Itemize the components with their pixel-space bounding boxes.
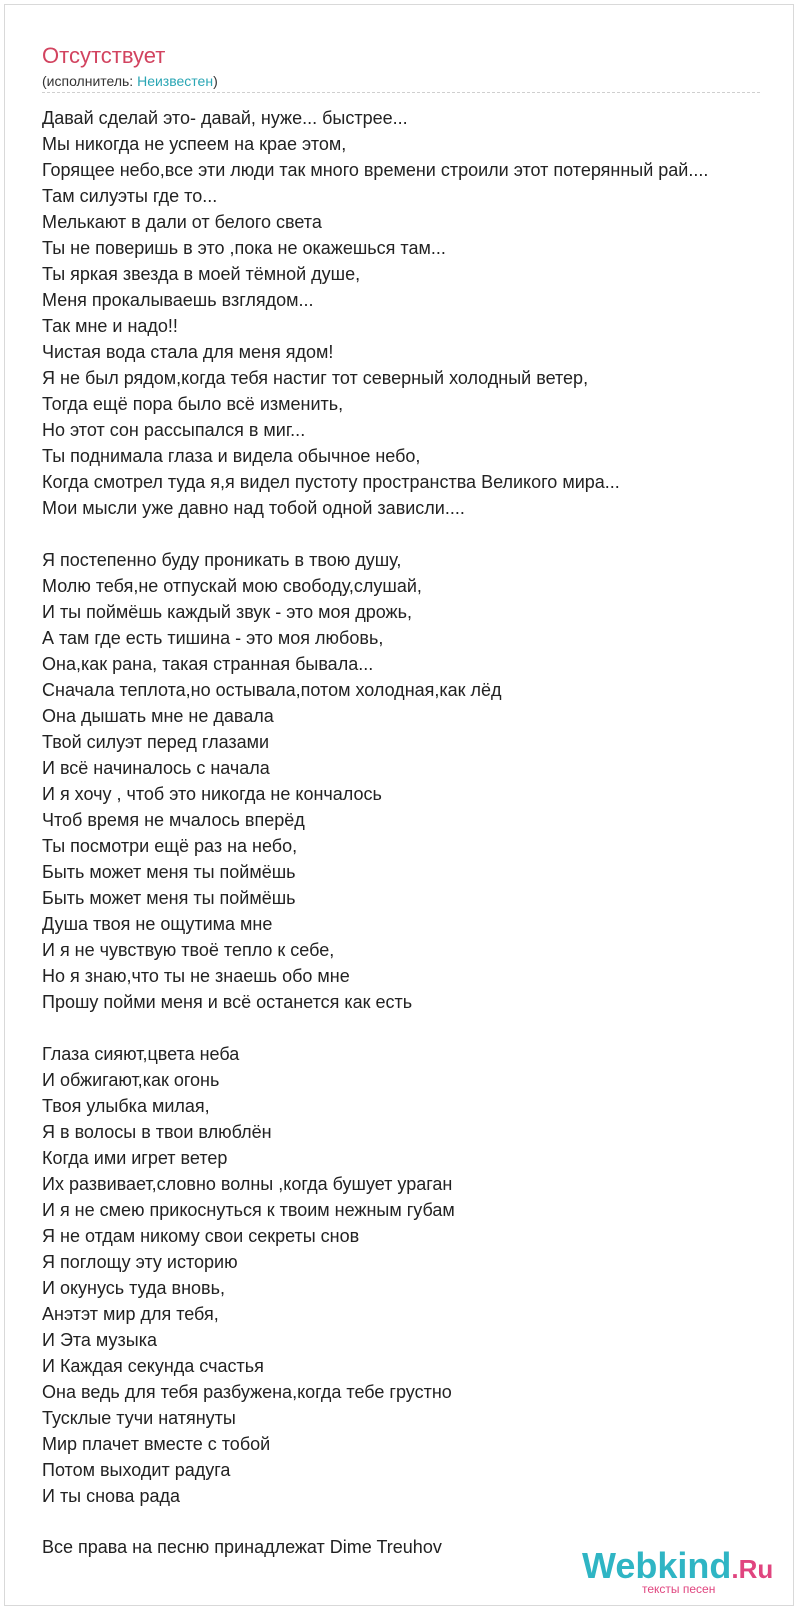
- lyric-line: Быть может меня ты поймёшь: [42, 888, 296, 908]
- lyric-line: Она дышать мне не давала: [42, 706, 274, 726]
- artist-link[interactable]: Неизвестен: [137, 73, 214, 89]
- lyric-line: Меня прокалываешь взглядом...: [42, 290, 314, 310]
- artist-prefix: (исполнитель:: [42, 73, 138, 89]
- lyric-line: Быть может меня ты поймёшь: [42, 862, 296, 882]
- logo-main-text: Webkind: [582, 1545, 732, 1586]
- lyric-line: Тогда ещё пора было всё изменить,: [42, 394, 344, 414]
- lyric-line: Твоя улыбка милая,: [42, 1096, 210, 1116]
- lyric-line: И Эта музыка: [42, 1330, 157, 1350]
- lyric-line: Потом выходит радуга: [42, 1460, 231, 1480]
- lyrics-stanza: [42, 547, 800, 1015]
- lyric-line: Но этот сон рассыпался в миг...: [42, 420, 306, 440]
- lyric-line: И я не смею прикоснуться к твоим нежным губам: [42, 1200, 455, 1220]
- lyric-line: Она ведь для тебя разбужена,когда тебе грустно: [42, 1382, 452, 1402]
- lyric-line: Их развивает,словно волны ,когда бушует ураган: [42, 1174, 453, 1194]
- lyric-line: Она,как рана, такая странная бывала...: [42, 654, 374, 674]
- lyric-line: Когда ими игрет ветер: [42, 1148, 228, 1168]
- lyric-line: Мир плачет вместе с тобой: [42, 1434, 271, 1454]
- lyric-line: И обжигают,как огонь: [42, 1070, 220, 1090]
- lyric-line: И окунусь туда вновь,: [42, 1278, 225, 1298]
- lyric-line: Но я знаю,что ты не знаешь обо мне: [42, 966, 350, 986]
- lyric-line: Горящее небо,все эти люди так много времени строили этот потерянный рай....: [42, 160, 709, 180]
- lyric-line: Я поглощу эту историю: [42, 1252, 238, 1272]
- lyric-line: И я не чувствую твоё тепло к себе,: [42, 940, 335, 960]
- lyric-line: Душа твоя не ощутима мне: [42, 914, 273, 934]
- lyric-line: А там где есть тишина - это моя любовь,: [42, 628, 384, 648]
- lyric-line: Там силуэты где то...: [42, 186, 218, 206]
- lyric-line: Прошу пойми меня и всё останется как есть: [42, 992, 413, 1012]
- artist-suffix: ): [213, 73, 218, 89]
- header-divider: [42, 92, 760, 93]
- lyric-line: Я не был рядом,когда тебя настиг тот северный холодный ветер,: [42, 368, 589, 388]
- lyric-line: Я постепенно буду проникать в твою душу,: [42, 550, 402, 570]
- lyrics-stanza: [42, 105, 800, 521]
- lyric-line: Так мне и надо!!: [42, 316, 178, 336]
- lyric-line: И Каждая секунда счастья: [42, 1356, 264, 1376]
- lyric-line: Я в волосы в твои влюблён: [42, 1122, 272, 1142]
- lyric-line: Чистая вода стала для меня ядом!: [42, 342, 334, 362]
- lyrics-stanza: [42, 1041, 800, 1509]
- lyric-line: Сначала теплота,но остывала,потом холодная,как лёд: [42, 680, 502, 700]
- lyric-line: Чтоб время не мчалось вперёд: [42, 810, 305, 830]
- lyric-line: Я не отдам никому свои секреты снов: [42, 1226, 360, 1246]
- lyric-line: Тусклые тучи натянуты: [42, 1408, 236, 1428]
- lyric-line: Ты посмотри ещё раз на небо,: [42, 836, 298, 856]
- lyric-line: Мои мысли уже давно над тобой одной зависли....: [42, 498, 465, 518]
- lyric-line: И я хочу , чтоб это никогда не кончалось: [42, 784, 382, 804]
- lyric-line: Когда смотрел туда я,я видел пустоту пространства Великого мира...: [42, 472, 620, 492]
- song-title: Отсутствует: [42, 43, 166, 68]
- lyric-line: И ты снова рада: [42, 1486, 180, 1506]
- site-logo[interactable]: [582, 1546, 782, 1600]
- lyric-line: Ты не поверишь в это ,пока не окажешься там...: [42, 238, 446, 258]
- lyric-line: И всё начиналось с начала: [42, 758, 270, 778]
- lyric-line: Мы никогда не успеем на крае этом,: [42, 134, 347, 154]
- lyrics-body: [42, 105, 800, 1535]
- lyric-line: Ты поднимала глаза и видела обычное небо,: [42, 446, 421, 466]
- artist-line: [42, 72, 218, 90]
- rights-notice: Все права на песню принадлежат Dime Treuhov: [42, 1537, 442, 1557]
- lyric-line: Твой силуэт перед глазами: [42, 732, 270, 752]
- lyric-line: Давай сделай это- давай, нуже... быстрее...: [42, 108, 408, 128]
- lyric-line: Молю тебя,не отпускай мою свободу,слушай,: [42, 576, 422, 596]
- lyric-line: Ты яркая звезда в моей тёмной душе,: [42, 264, 361, 284]
- lyric-line: Глаза сияют,цвета неба: [42, 1044, 240, 1064]
- logo-tld: .Ru: [731, 1554, 774, 1584]
- lyric-line: Анэтэт мир для тебя,: [42, 1304, 219, 1324]
- lyric-line: И ты поймёшь каждый звук - это моя дрожь,: [42, 602, 412, 622]
- logo-tagline: тексты песен: [642, 1582, 716, 1596]
- lyric-line: Мелькают в дали от белого света: [42, 212, 322, 232]
